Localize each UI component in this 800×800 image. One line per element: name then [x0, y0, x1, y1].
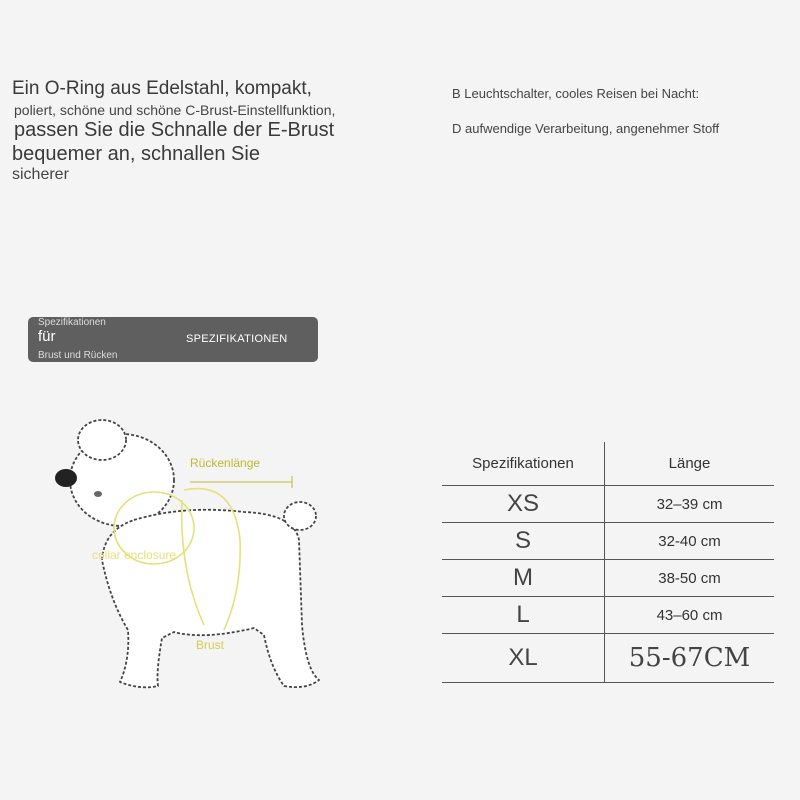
banner-small-top: Spezifikationen	[38, 317, 106, 328]
size-cell: S	[442, 523, 605, 560]
dog-nose-icon	[55, 469, 77, 487]
feature-text-line-3: passen Sie die Schnalle der E-Brust	[14, 119, 335, 141]
size-cell: M	[442, 560, 605, 597]
feature-text-line-5: sicherer	[12, 166, 69, 183]
chest-label: Brust	[196, 638, 225, 652]
back-length-label: Rückenlänge	[190, 456, 261, 470]
size-cell: XL	[442, 634, 605, 683]
collar-label: collar enclosure	[92, 548, 177, 562]
feature-text-line-1: Ein O-Ring aus Edelstahl, kompakt,	[12, 78, 312, 99]
size-cell: L	[442, 597, 605, 634]
length-cell: 38-50 cm	[605, 560, 775, 597]
size-table-header	[442, 442, 774, 486]
length-cell: 32–39 cm	[605, 486, 775, 523]
length-cell: 55-67CM	[605, 634, 775, 683]
feature-right-line-2: D aufwendige Verarbeitung, angenehmer Stoff	[452, 121, 720, 136]
banner-heading: SPEZIFIKATIONEN	[186, 333, 288, 345]
banner-small-bottom: Brust und Rücken	[38, 350, 118, 361]
spec-banner	[28, 317, 318, 362]
banner-word: für	[38, 328, 56, 345]
feature-right-line-1: B Leuchtschalter, cooles Reisen bei Nacht:	[452, 86, 700, 101]
table-row	[442, 486, 774, 523]
table-row	[442, 560, 774, 597]
length-cell: 43–60 cm	[605, 597, 775, 634]
size-cell: XS	[442, 486, 605, 523]
size-table	[442, 442, 774, 683]
length-cell: 32-40 cm	[605, 523, 775, 560]
table-row	[442, 597, 774, 634]
feature-text-line-4: bequemer an, schnallen Sie	[12, 143, 260, 165]
table-row	[442, 523, 774, 560]
header-spec: Spezifikationen	[442, 442, 605, 486]
table-row	[442, 634, 774, 683]
feature-text-line-2: poliert, schöne und schöne C-Brust-Einstellfunktion,	[14, 102, 336, 118]
header-length: Länge	[605, 442, 775, 486]
